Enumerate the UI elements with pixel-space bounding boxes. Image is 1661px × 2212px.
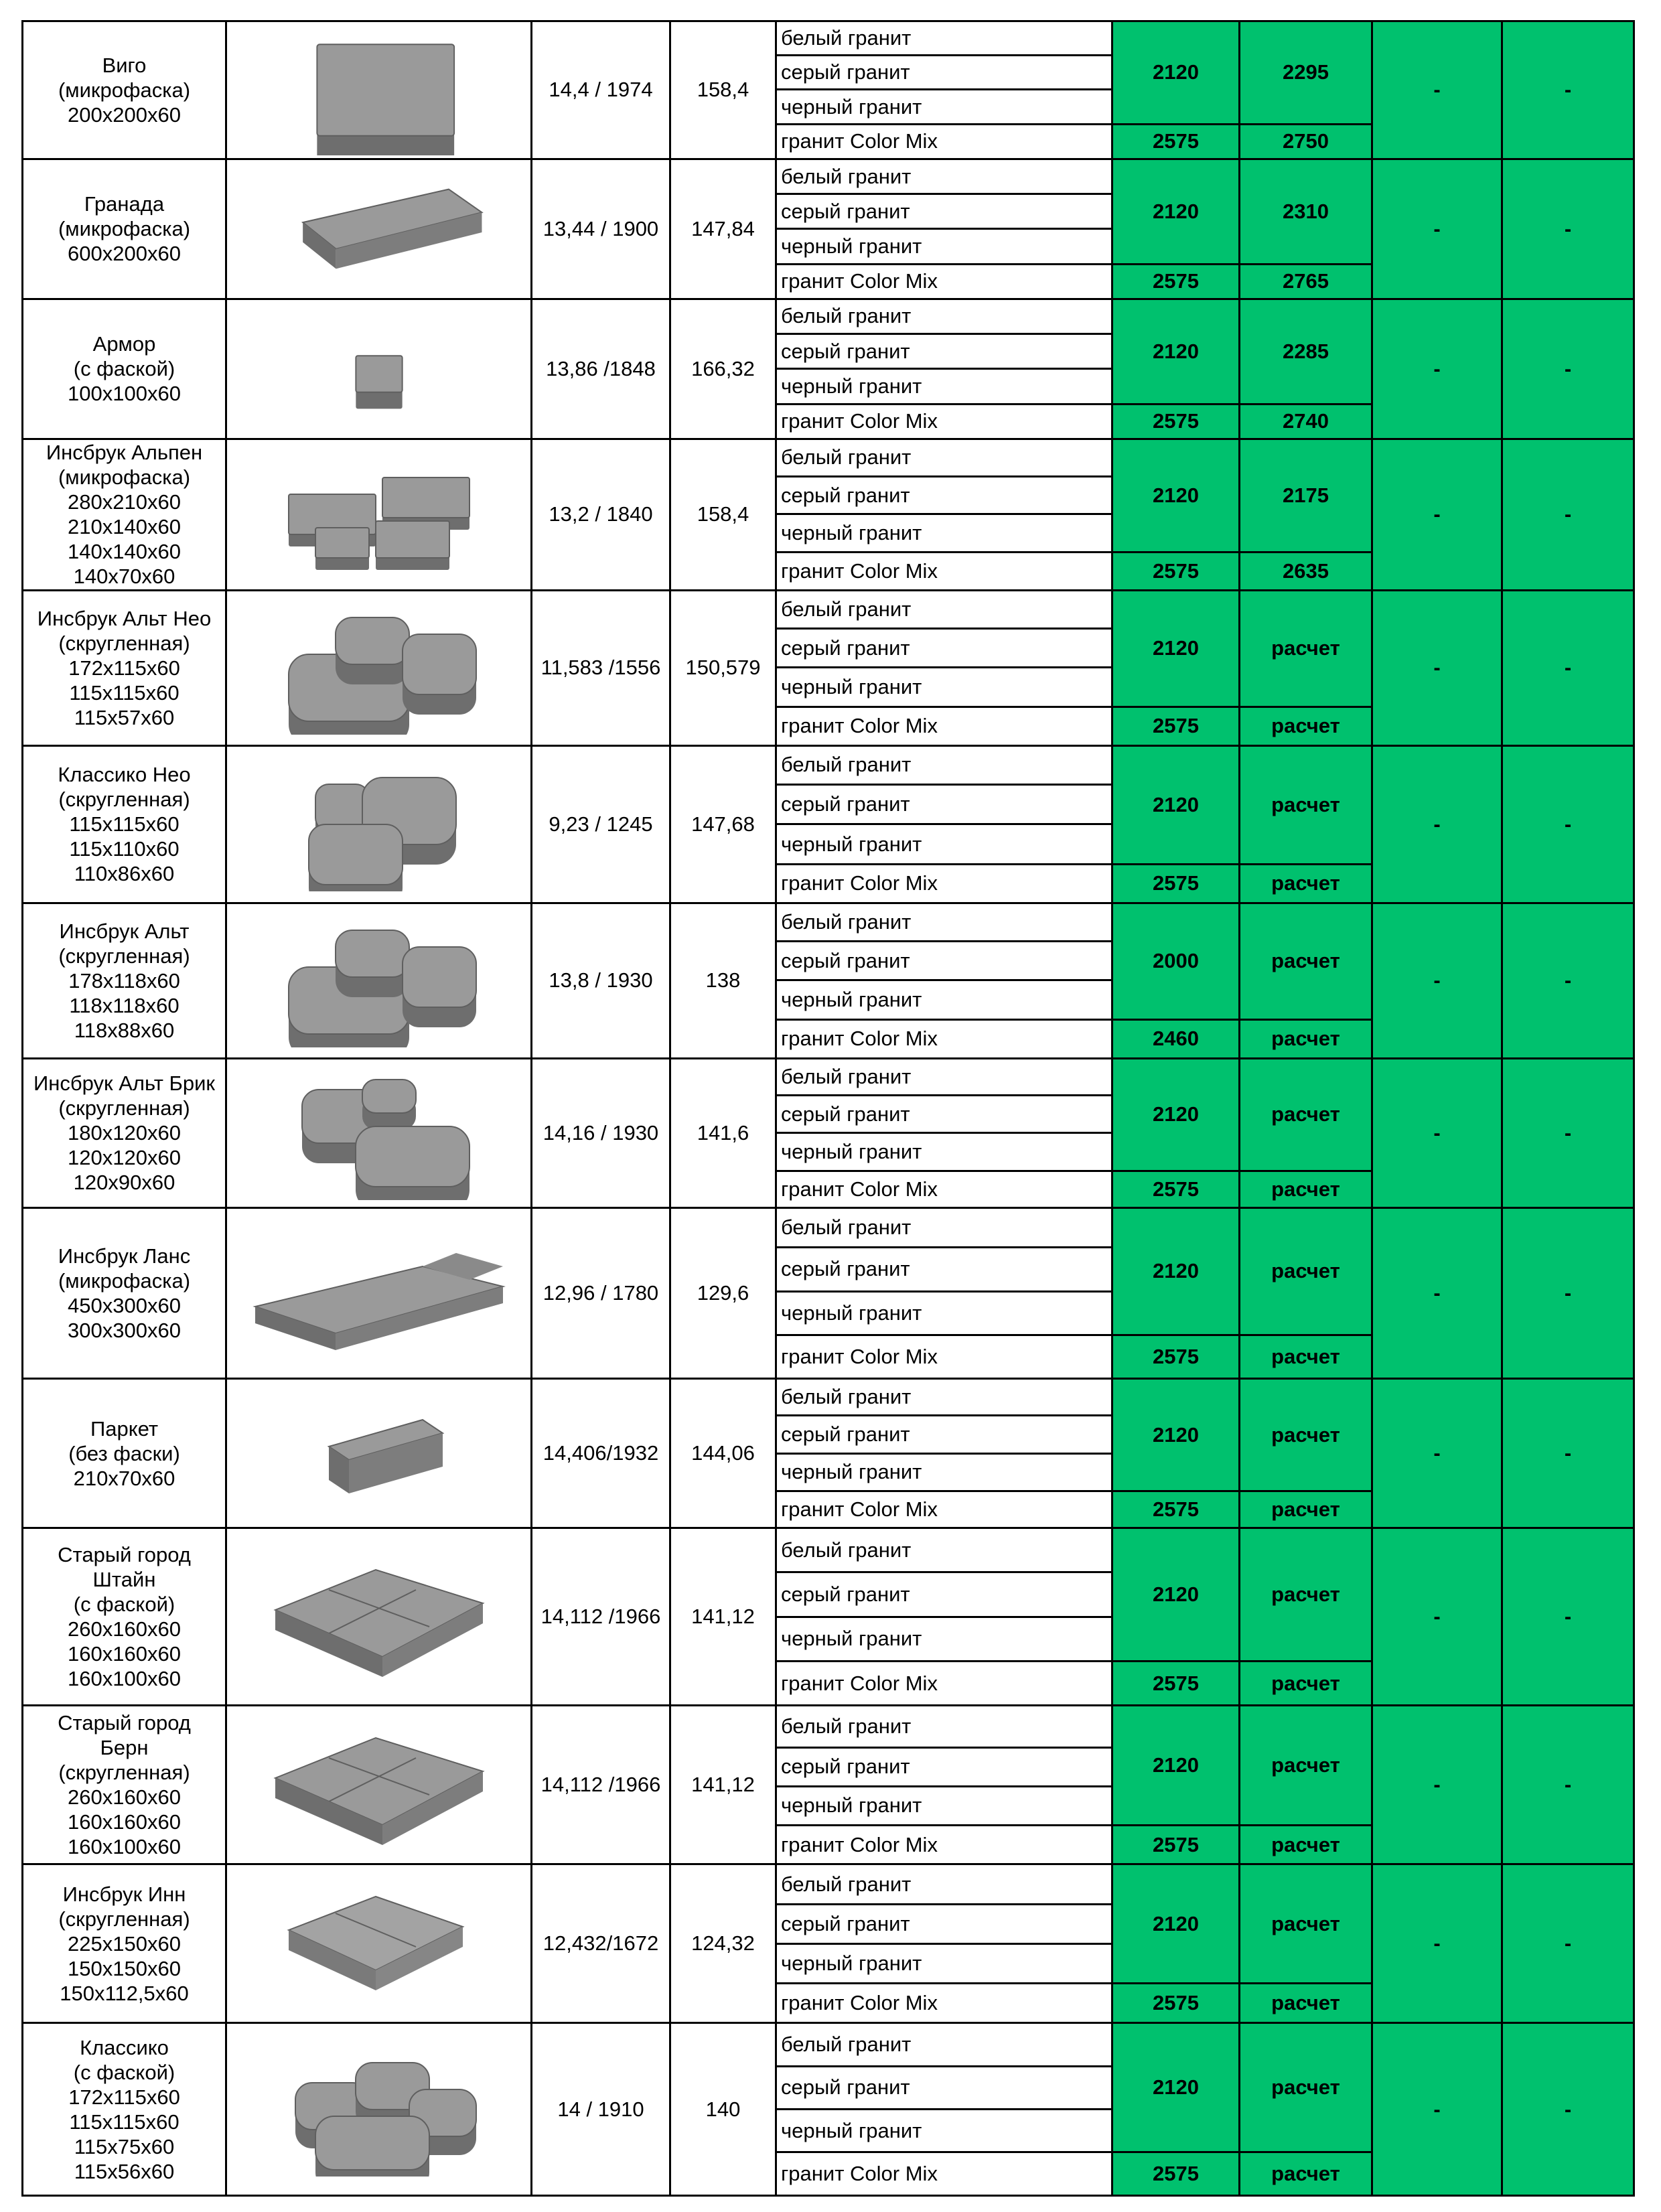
product-name-line: (микрофаска)	[58, 78, 191, 102]
color-variant: белый гранит	[776, 1058, 1112, 1095]
product-image	[226, 21, 532, 159]
price-extra: -	[1372, 1864, 1502, 2023]
area-quantity: 11,583 /1556	[532, 590, 670, 745]
price-standard: 2120	[1112, 439, 1240, 552]
price-color-mix-alt: 2765	[1240, 264, 1372, 299]
color-variant: серый гранит	[776, 477, 1112, 514]
price-extra-alt: -	[1502, 745, 1634, 903]
area-quantity: 12,432/1672	[532, 1864, 670, 2023]
price-color-mix: 2575	[1112, 1335, 1240, 1378]
product-name-line: (с фаской)	[73, 357, 175, 381]
product-name-line: 178x118x60	[68, 968, 180, 992]
price-extra: -	[1372, 903, 1502, 1058]
price-color-mix: 2575	[1112, 707, 1240, 745]
price-extra: -	[1372, 2023, 1502, 2196]
price-standard-alt: расчет	[1240, 2023, 1372, 2152]
price-color-mix-alt: расчет	[1240, 1171, 1372, 1207]
product-name-line: 172x115x60	[68, 2085, 180, 2109]
product-name-line: 140x70x60	[73, 565, 175, 589]
price-color-mix-alt: 2635	[1240, 552, 1372, 590]
product-name	[23, 745, 226, 903]
price-color-mix: 2575	[1112, 1491, 1240, 1528]
price-extra: -	[1372, 1706, 1502, 1864]
color-variant: серый гранит	[776, 1416, 1112, 1453]
color-variant: черный гранит	[776, 1453, 1112, 1491]
price-color-mix-alt: расчет	[1240, 864, 1372, 903]
product-name-line: 150x150x60	[68, 1956, 181, 1980]
table-row	[23, 159, 1634, 194]
product-name-line: 118x118x60	[69, 993, 179, 1017]
color-variant: черный гранит	[776, 1617, 1112, 1661]
product-name-line: (скругленная)	[58, 1096, 190, 1120]
product-name-line: Виго	[102, 53, 147, 77]
price-standard: 2120	[1112, 2023, 1240, 2152]
product-name-line: 160x100x60	[68, 1835, 181, 1859]
price-extra-alt: -	[1502, 903, 1634, 1058]
product-name-line: 115x110x60	[69, 837, 179, 861]
price-color-mix: 2460	[1112, 1019, 1240, 1058]
product-image	[226, 2023, 532, 2196]
product-name-line: 180x120x60	[68, 1121, 181, 1145]
product-name-line: (скругленная)	[58, 944, 190, 968]
product-name-line: 115x115x60	[69, 2110, 179, 2134]
price-standard-alt: расчет	[1240, 1058, 1372, 1171]
table-row	[23, 590, 1634, 628]
area-quantity: 14,112 /1966	[532, 1528, 670, 1706]
color-variant: белый гранит	[776, 21, 1112, 56]
product-name-line: 118x88x60	[74, 1018, 175, 1042]
color-variant: серый гранит	[776, 1572, 1112, 1617]
price-extra: -	[1372, 21, 1502, 159]
table-row	[23, 1207, 1634, 1247]
price-color-mix: 2575	[1112, 864, 1240, 903]
price-extra-alt: -	[1502, 1864, 1634, 2023]
price-color-mix: 2575	[1112, 1826, 1240, 1864]
price-standard-alt: 2310	[1240, 159, 1372, 264]
color-variant: серый гранит	[776, 942, 1112, 980]
product-name-line: (микрофаска)	[58, 1269, 191, 1293]
price-standard-alt: расчет	[1240, 1706, 1372, 1826]
area-quantity: 13,2 / 1840	[532, 439, 670, 590]
price-standard: 2120	[1112, 159, 1240, 264]
price-color-mix: 2575	[1112, 1171, 1240, 1207]
price-extra-alt: -	[1502, 1528, 1634, 1706]
product-name-line: Штайн	[92, 1568, 156, 1592]
product-name-line: 110x86x60	[74, 862, 175, 886]
product-name	[23, 1706, 226, 1864]
color-variant: белый гранит	[776, 2023, 1112, 2066]
product-name-line: 120x120x60	[68, 1146, 181, 1170]
area-quantity: 14,4 / 1974	[532, 21, 670, 159]
table-row	[23, 439, 1634, 476]
product-name	[23, 1058, 226, 1207]
product-name-line: 150x112,5x60	[60, 1981, 189, 2005]
product-name	[23, 2023, 226, 2196]
color-variant: гранит Color Mix	[776, 124, 1112, 159]
area-quantity: 13,8 / 1930	[532, 903, 670, 1058]
color-variant: серый гранит	[776, 1248, 1112, 1291]
product-name-line: (микрофаска)	[58, 465, 191, 490]
color-variant: серый гранит	[776, 1096, 1112, 1133]
product-name-line: 100x100x60	[68, 382, 181, 406]
price-standard-alt: расчет	[1240, 1207, 1372, 1335]
weight-value: 144,06	[670, 1379, 776, 1528]
area-quantity: 9,23 / 1245	[532, 745, 670, 903]
product-name-line: (скругленная)	[58, 1907, 190, 1931]
price-extra-alt: -	[1502, 1379, 1634, 1528]
price-standard: 2120	[1112, 1864, 1240, 1984]
price-standard: 2120	[1112, 590, 1240, 707]
price-color-mix: 2575	[1112, 264, 1240, 299]
price-standard-alt: расчет	[1240, 745, 1372, 864]
product-name-line: 115x56x60	[74, 2159, 175, 2183]
product-name-line: 172x115x60	[68, 656, 180, 680]
product-image	[226, 1379, 532, 1528]
price-extra-alt: -	[1502, 1706, 1634, 1864]
price-color-mix-alt: расчет	[1240, 1662, 1372, 1706]
product-image	[226, 299, 532, 439]
price-color-mix-alt: расчет	[1240, 1984, 1372, 2023]
price-extra: -	[1372, 299, 1502, 439]
product-name	[23, 439, 226, 590]
product-image	[226, 159, 532, 299]
table-row	[23, 1058, 1634, 1095]
table-row	[23, 903, 1634, 941]
color-variant: белый гранит	[776, 439, 1112, 476]
area-quantity: 13,44 / 1900	[532, 159, 670, 299]
color-variant: черный гранит	[776, 1133, 1112, 1171]
product-name	[23, 903, 226, 1058]
price-extra: -	[1372, 159, 1502, 299]
color-variant: серый гранит	[776, 56, 1112, 90]
product-name-line: 600x200x60	[68, 242, 181, 266]
color-variant: серый гранит	[776, 1904, 1112, 1943]
product-name-line: Классико	[80, 2035, 169, 2059]
rounded-paver-set-icon	[228, 913, 530, 1047]
product-name	[23, 590, 226, 745]
price-extra: -	[1372, 439, 1502, 590]
table-row	[23, 21, 1634, 56]
price-standard: 2120	[1112, 1379, 1240, 1491]
area-quantity: 14,406/1932	[532, 1379, 670, 1528]
product-name-line: Паркет	[90, 1416, 159, 1441]
large-slab-paver-set-icon	[228, 1226, 530, 1360]
price-extra-alt: -	[1502, 2023, 1634, 2196]
price-extra: -	[1372, 1528, 1502, 1706]
alpen-paver-set-icon	[228, 447, 530, 581]
product-name-line: (скругленная)	[58, 788, 190, 812]
price-extra: -	[1372, 1058, 1502, 1207]
color-variant: белый гранит	[776, 903, 1112, 941]
product-name-line: 210x140x60	[68, 515, 181, 539]
price-extra-alt: -	[1502, 1207, 1634, 1378]
price-color-mix: 2575	[1112, 2152, 1240, 2196]
price-color-mix: 2575	[1112, 124, 1240, 159]
rounded-brick-paver-set-icon	[228, 1066, 530, 1200]
table-row	[23, 2023, 1634, 2066]
table-row	[23, 1528, 1634, 1572]
color-variant: серый гранит	[776, 194, 1112, 229]
table-row	[23, 1864, 1634, 1904]
area-quantity: 14 / 1910	[532, 2023, 670, 2196]
product-name	[23, 1379, 226, 1528]
product-name-line: 115x75x60	[74, 2134, 175, 2158]
price-color-mix-alt: расчет	[1240, 1335, 1372, 1378]
price-standard-alt: расчет	[1240, 1379, 1372, 1491]
color-variant: черный гранит	[776, 2110, 1112, 2152]
product-name-line: Инсбрук Альт Брик	[33, 1072, 215, 1096]
price-extra-alt: -	[1502, 21, 1634, 159]
area-quantity: 14,112 /1966	[532, 1706, 670, 1864]
weight-value: 150,579	[670, 590, 776, 745]
product-image	[226, 1864, 532, 2023]
weight-value: 124,32	[670, 1864, 776, 2023]
color-variant: белый гранит	[776, 1706, 1112, 1747]
color-variant: гранит Color Mix	[776, 552, 1112, 590]
product-name-line: 160x160x60	[68, 1642, 181, 1666]
product-name	[23, 299, 226, 439]
product-name-line: 260x160x60	[68, 1785, 181, 1810]
color-variant: гранит Color Mix	[776, 1171, 1112, 1207]
inn-paver-set-icon	[228, 1876, 530, 2010]
price-color-mix-alt: 2740	[1240, 404, 1372, 439]
square-paver-icon	[228, 25, 530, 155]
price-extra: -	[1372, 1207, 1502, 1378]
table-row	[23, 745, 1634, 784]
color-variant: серый гранит	[776, 2066, 1112, 2109]
product-image	[226, 590, 532, 745]
color-variant: гранит Color Mix	[776, 1019, 1112, 1058]
color-variant: белый гранит	[776, 1207, 1112, 1247]
product-name-line: 115x57x60	[74, 705, 175, 729]
product-name-line: 225x150x60	[68, 1931, 181, 1956]
product-name-line: 200x200x60	[68, 102, 181, 127]
weight-value: 140	[670, 2023, 776, 2196]
price-color-mix-alt: расчет	[1240, 707, 1372, 745]
product-image	[226, 1207, 532, 1378]
product-name-line: 160x100x60	[68, 1667, 181, 1691]
product-name-line: Старый город	[58, 1543, 191, 1567]
color-variant: белый гранит	[776, 1528, 1112, 1572]
color-variant: гранит Color Mix	[776, 264, 1112, 299]
product-name-line: 140x140x60	[68, 540, 181, 564]
price-extra-alt: -	[1502, 1058, 1634, 1207]
product-name-line: 160x160x60	[68, 1810, 181, 1834]
color-variant: черный гранит	[776, 1786, 1112, 1825]
weight-value: 147,68	[670, 745, 776, 903]
weight-value: 141,12	[670, 1706, 776, 1864]
price-extra-alt: -	[1502, 590, 1634, 745]
area-quantity: 12,96 / 1780	[532, 1207, 670, 1378]
color-variant: черный гранит	[776, 514, 1112, 552]
color-variant: гранит Color Mix	[776, 2152, 1112, 2196]
product-name-line: 115x115x60	[69, 812, 179, 836]
color-variant: гранит Color Mix	[776, 707, 1112, 745]
price-standard: 2120	[1112, 1706, 1240, 1826]
classico-neo-paver-set-icon	[228, 757, 530, 891]
price-color-mix-alt: 2750	[1240, 124, 1372, 159]
product-image	[226, 1706, 532, 1864]
color-variant: белый гранит	[776, 745, 1112, 784]
price-extra: -	[1372, 590, 1502, 745]
product-name-line: 120x90x60	[73, 1171, 175, 1195]
product-name-line: (с фаской)	[73, 1593, 175, 1617]
area-quantity: 14,16 / 1930	[532, 1058, 670, 1207]
price-standard: 2120	[1112, 21, 1240, 125]
product-name	[23, 1528, 226, 1706]
parquet-brick-paver-icon	[228, 1386, 530, 1520]
product-name-line: (микрофаска)	[58, 217, 191, 241]
price-extra: -	[1372, 745, 1502, 903]
product-name-line: Инсбрук Альпен	[46, 441, 203, 465]
product-name-line: (скругленная)	[58, 631, 190, 655]
color-variant: белый гранит	[776, 299, 1112, 334]
color-variant: черный гранит	[776, 90, 1112, 124]
price-standard-alt: расчет	[1240, 903, 1372, 1019]
product-name-line: 210x70x60	[73, 1466, 175, 1490]
weight-value: 158,4	[670, 439, 776, 590]
color-variant: серый гранит	[776, 334, 1112, 369]
product-image	[226, 1528, 532, 1706]
product-name-line: Армор	[92, 332, 156, 356]
color-variant: белый гранит	[776, 590, 1112, 628]
price-standard: 2120	[1112, 299, 1240, 404]
price-color-mix: 2575	[1112, 1662, 1240, 1706]
price-standard-alt: 2295	[1240, 21, 1372, 125]
color-variant: черный гранит	[776, 824, 1112, 864]
color-variant: гранит Color Mix	[776, 864, 1112, 903]
price-color-mix-alt: расчет	[1240, 1491, 1372, 1528]
price-color-mix-alt: расчет	[1240, 1826, 1372, 1864]
product-name-line: Классико Нео	[58, 763, 191, 787]
product-name-line: 260x160x60	[68, 1617, 181, 1641]
product-image	[226, 903, 532, 1058]
price-extra: -	[1372, 1379, 1502, 1528]
color-variant: черный гранит	[776, 668, 1112, 707]
color-variant: серый гранит	[776, 1747, 1112, 1786]
product-name	[23, 1207, 226, 1378]
color-variant: черный гранит	[776, 1943, 1112, 1983]
color-variant: серый гранит	[776, 629, 1112, 668]
area-quantity: 13,86 /1848	[532, 299, 670, 439]
price-standard: 2120	[1112, 745, 1240, 864]
product-image	[226, 745, 532, 903]
color-variant: серый гранит	[776, 785, 1112, 824]
color-variant: гранит Color Mix	[776, 1491, 1112, 1528]
color-variant: гранит Color Mix	[776, 1335, 1112, 1378]
old-town-paver-set-icon	[228, 1718, 530, 1852]
rounded-paver-set-icon	[228, 601, 530, 735]
product-name-line: Инсбрук Альт	[59, 919, 190, 943]
price-color-mix: 2575	[1112, 404, 1240, 439]
product-image	[226, 439, 532, 590]
weight-value: 129,6	[670, 1207, 776, 1378]
price-color-mix: 2575	[1112, 552, 1240, 590]
weight-value: 141,6	[670, 1058, 776, 1207]
product-name-line: Гранада	[84, 192, 165, 216]
product-name-line: 280x210x60	[68, 490, 181, 514]
color-variant: черный гранит	[776, 229, 1112, 264]
product-name	[23, 159, 226, 299]
color-variant: гранит Color Mix	[776, 1662, 1112, 1706]
table-row	[23, 1379, 1634, 1416]
price-standard: 2120	[1112, 1207, 1240, 1335]
product-name-line: 115x115x60	[69, 680, 179, 705]
weight-value: 147,84	[670, 159, 776, 299]
price-standard: 2000	[1112, 903, 1240, 1019]
price-standard-alt: 2175	[1240, 439, 1372, 552]
classico-paver-set-icon	[228, 2043, 530, 2177]
product-name-line: 300x300x60	[68, 1319, 181, 1343]
weight-value: 141,12	[670, 1528, 776, 1706]
product-name-line: Инсбрук Ланс	[58, 1244, 191, 1268]
old-town-paver-set-icon	[228, 1550, 530, 1684]
weight-value: 158,4	[670, 21, 776, 159]
product-name-line: Берн	[100, 1736, 149, 1760]
long-slab-paver-icon	[228, 163, 530, 295]
color-variant: белый гранит	[776, 1864, 1112, 1904]
table-row	[23, 299, 1634, 334]
price-standard: 2120	[1112, 1058, 1240, 1171]
price-color-mix: 2575	[1112, 1984, 1240, 2023]
price-standard: 2120	[1112, 1528, 1240, 1662]
price-standard-alt: 2285	[1240, 299, 1372, 404]
product-image	[226, 1058, 532, 1207]
product-name	[23, 1864, 226, 2023]
weight-value: 138	[670, 903, 776, 1058]
small-cube-paver-icon	[228, 303, 530, 435]
price-table	[21, 20, 1635, 2197]
product-name-line: (с фаской)	[73, 2060, 175, 2084]
table-row	[23, 1706, 1634, 1747]
product-name	[23, 21, 226, 159]
product-name-line: Старый город	[58, 1711, 191, 1735]
weight-value: 166,32	[670, 299, 776, 439]
price-color-mix-alt: расчет	[1240, 2152, 1372, 2196]
product-name-line: (без фаски)	[68, 1441, 180, 1465]
product-name-line: Инсбрук Альт Нео	[37, 606, 212, 630]
price-extra-alt: -	[1502, 159, 1634, 299]
price-standard-alt: расчет	[1240, 1528, 1372, 1662]
product-name-line: Инсбрук Инн	[62, 1882, 186, 1906]
price-extra-alt: -	[1502, 439, 1634, 590]
color-variant: гранит Color Mix	[776, 1984, 1112, 2023]
color-variant: черный гранит	[776, 369, 1112, 404]
price-color-mix-alt: расчет	[1240, 1019, 1372, 1058]
product-name-line: (скругленная)	[58, 1761, 190, 1785]
color-variant: гранит Color Mix	[776, 1826, 1112, 1864]
color-variant: гранит Color Mix	[776, 404, 1112, 439]
price-standard-alt: расчет	[1240, 590, 1372, 707]
color-variant: черный гранит	[776, 980, 1112, 1019]
color-variant: белый гранит	[776, 1379, 1112, 1416]
color-variant: белый гранит	[776, 159, 1112, 194]
color-variant: черный гранит	[776, 1291, 1112, 1335]
price-extra-alt: -	[1502, 299, 1634, 439]
product-name-line: 450x300x60	[68, 1294, 181, 1318]
price-standard-alt: расчет	[1240, 1864, 1372, 1984]
